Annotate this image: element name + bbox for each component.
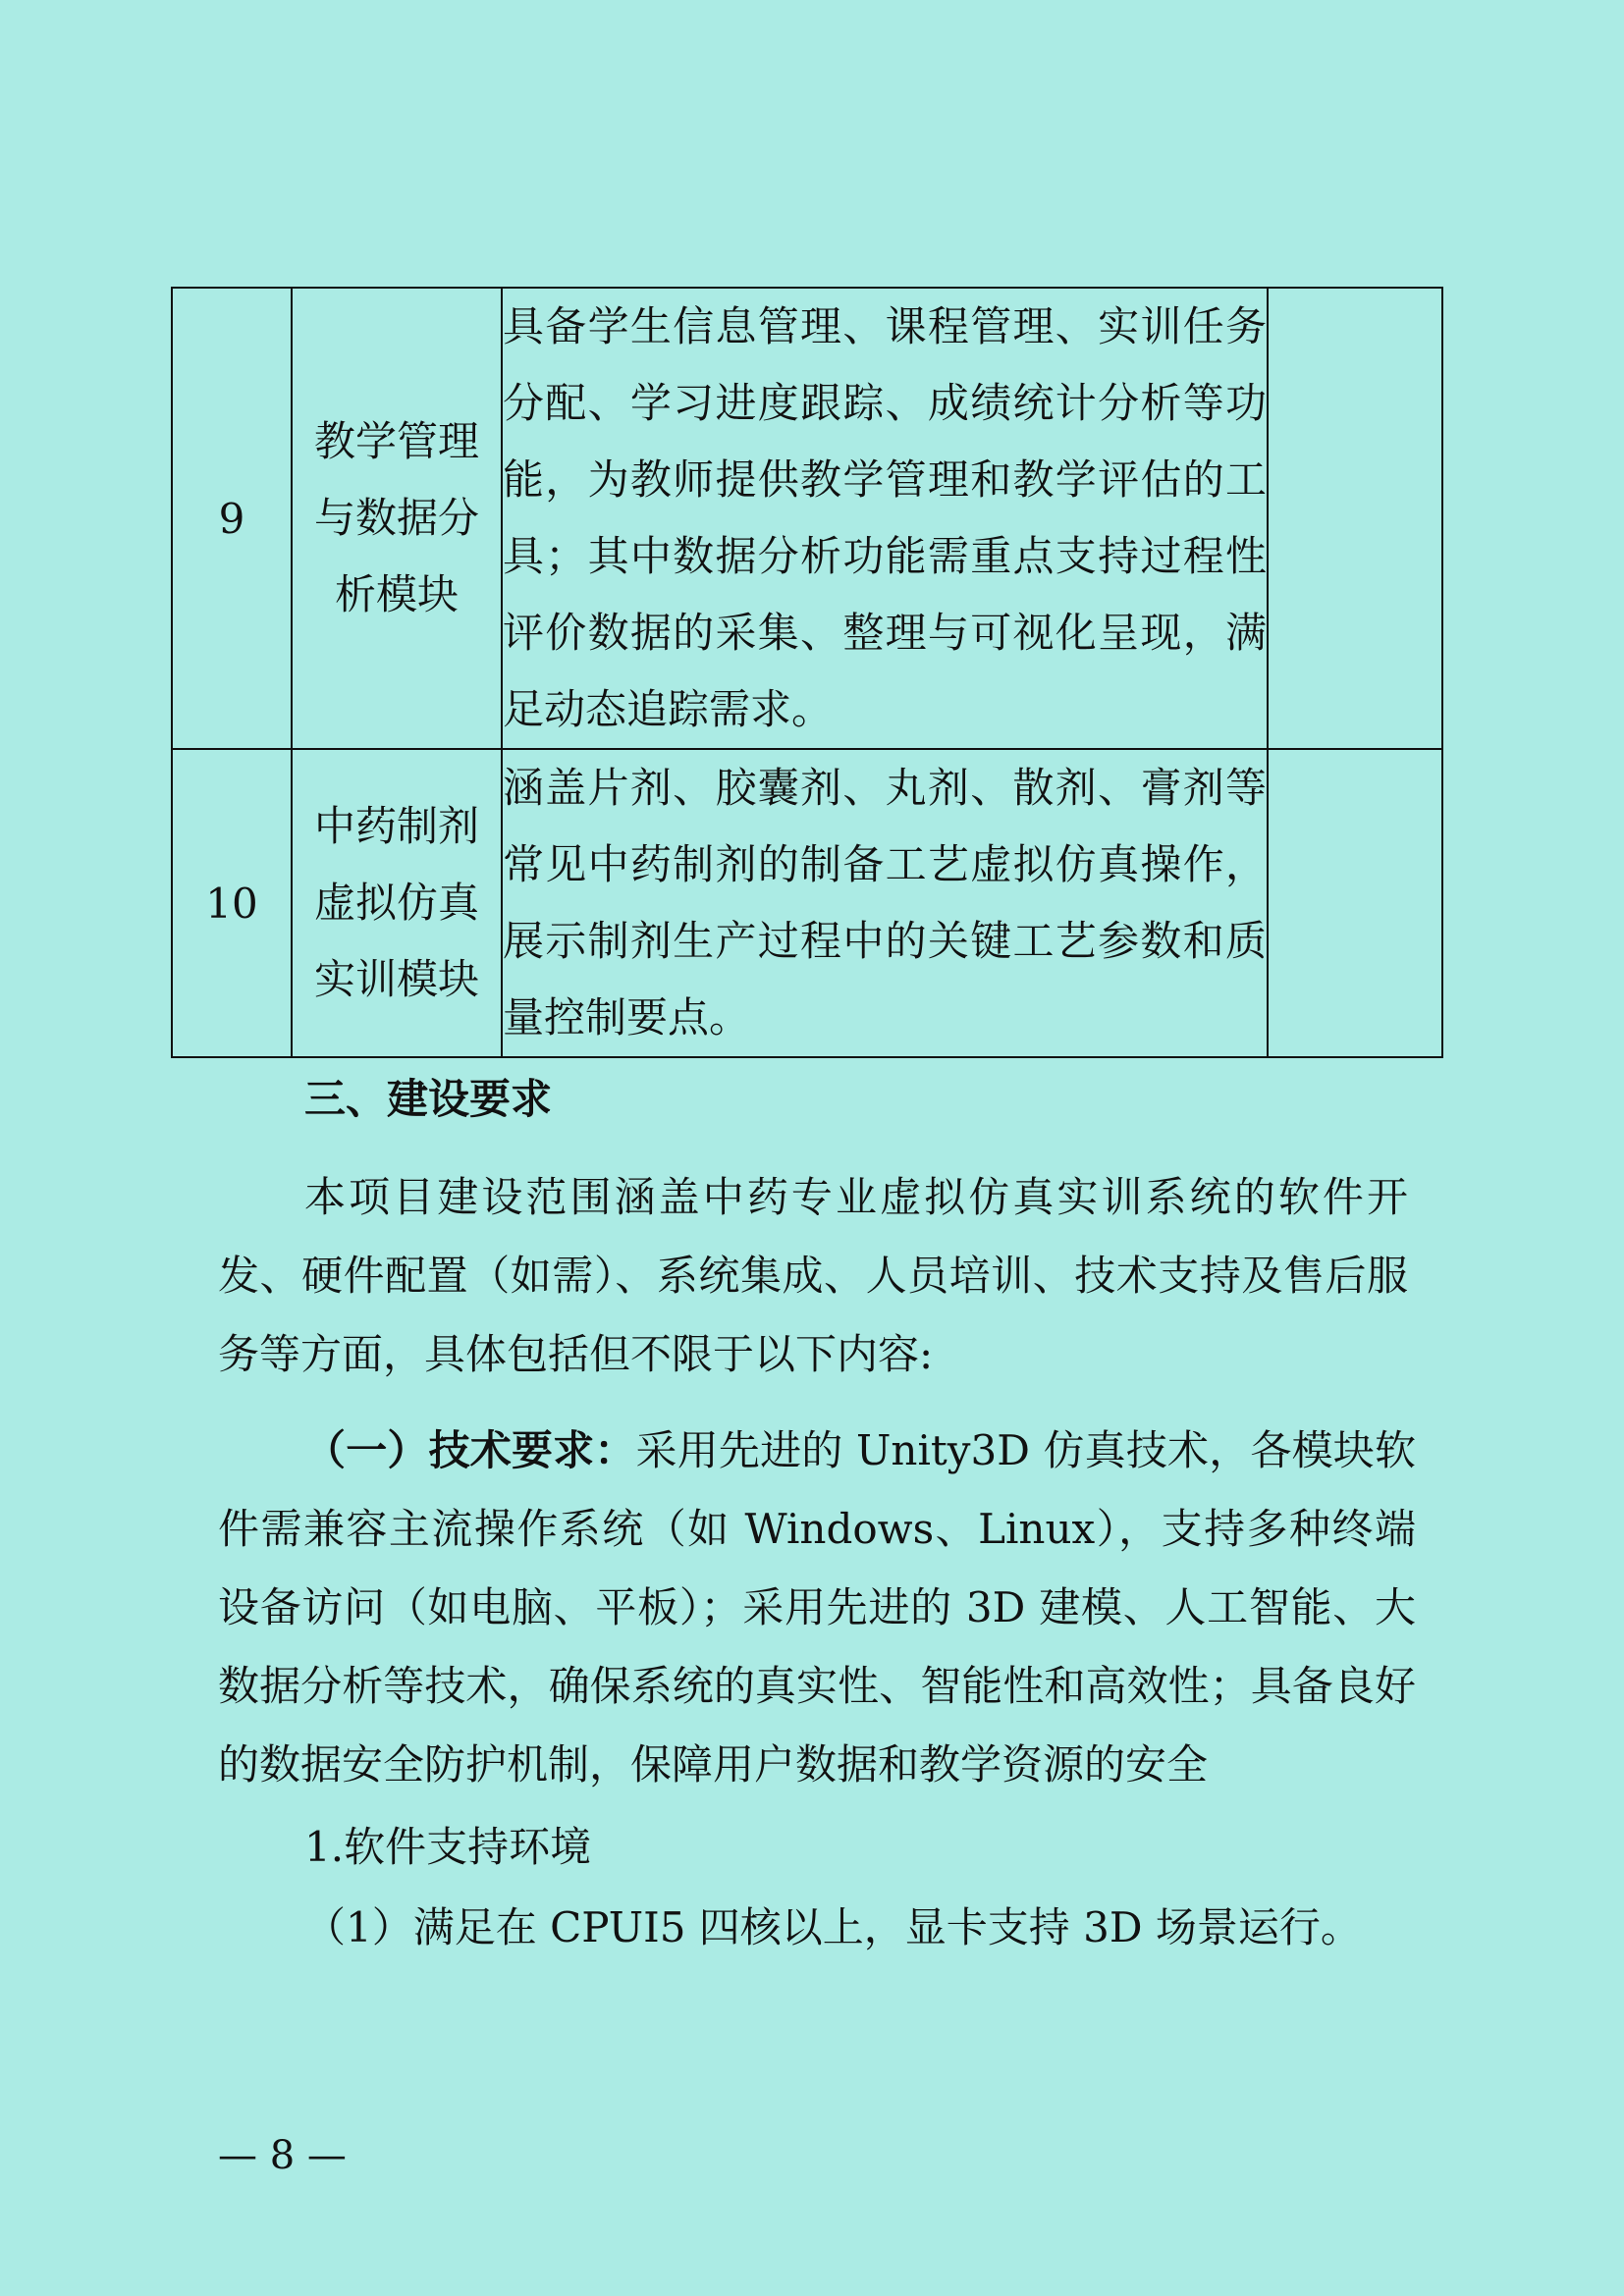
module-name-line: 与数据分 (313, 494, 479, 542)
row-number: 9 (172, 288, 292, 749)
scope-paragraph: 本项目建设范围涵盖中药专业虚拟仿真实训系统的软件开发、硬件配置（如需）、系统集成、人员培训、技术支持及售后服务等方面，具体包括但不限于以下内容: (218, 1173, 1408, 1378)
module-name (292, 749, 502, 1057)
tech-requirements-lead: （一）技术要求： (304, 1426, 636, 1474)
section-heading: 三、建设要求 (304, 1075, 553, 1123)
module-name-line: 实训模块 (313, 955, 479, 1003)
row-number: 10 (172, 749, 292, 1057)
subsection-title: 1.软件支持环境 (304, 1823, 592, 1871)
extra-cell (1268, 749, 1442, 1057)
tech-requirements-body: 采用先进的 Unity3D 仿真技术，各模块软件需兼容主流操作系统（如 Windows、Linux），支持多种终端设备访问（如电脑、平板）；采用先进的 3D 建模、人工智能、大数据分析等技术，确保系统的真实性、智能性和高效性；具备良好的数据安全防护机制，保障用户数据和教学资源的安全 (218, 1426, 1416, 1789)
table-row (172, 749, 1442, 1057)
page-number: — 8 — (218, 2133, 347, 2178)
module-table (171, 287, 1443, 1058)
requirement-item: （1）满足在 CPUI5 四核以上，显卡支持 3D 场景运行。 (304, 1903, 1362, 1951)
tech-requirements-paragraph (218, 1412, 1416, 1804)
module-description: 具备学生信息管理、课程管理、实训任务分配、学习进度跟踪、成绩统计分析等功能，为教师提供教学管理和教学评估的工具；其中数据分析功能需重点支持过程性评价数据的采集、整理与可视化呈现，满足动态追踪需求。 (502, 288, 1268, 749)
table-row (172, 288, 1442, 749)
module-name (292, 288, 502, 749)
module-name-line: 虚拟仿真 (313, 879, 479, 927)
extra-cell (1268, 288, 1442, 749)
module-description: 涵盖片剂、胶囊剂、丸剂、散剂、膏剂等常见中药制剂的制备工艺虚拟仿真操作，展示制剂生产过程中的关键工艺参数和质量控制要点。 (502, 749, 1268, 1057)
module-name-line: 析模块 (334, 570, 459, 618)
module-name-line: 中药制剂 (313, 802, 479, 850)
module-name-line: 教学管理 (313, 417, 479, 465)
